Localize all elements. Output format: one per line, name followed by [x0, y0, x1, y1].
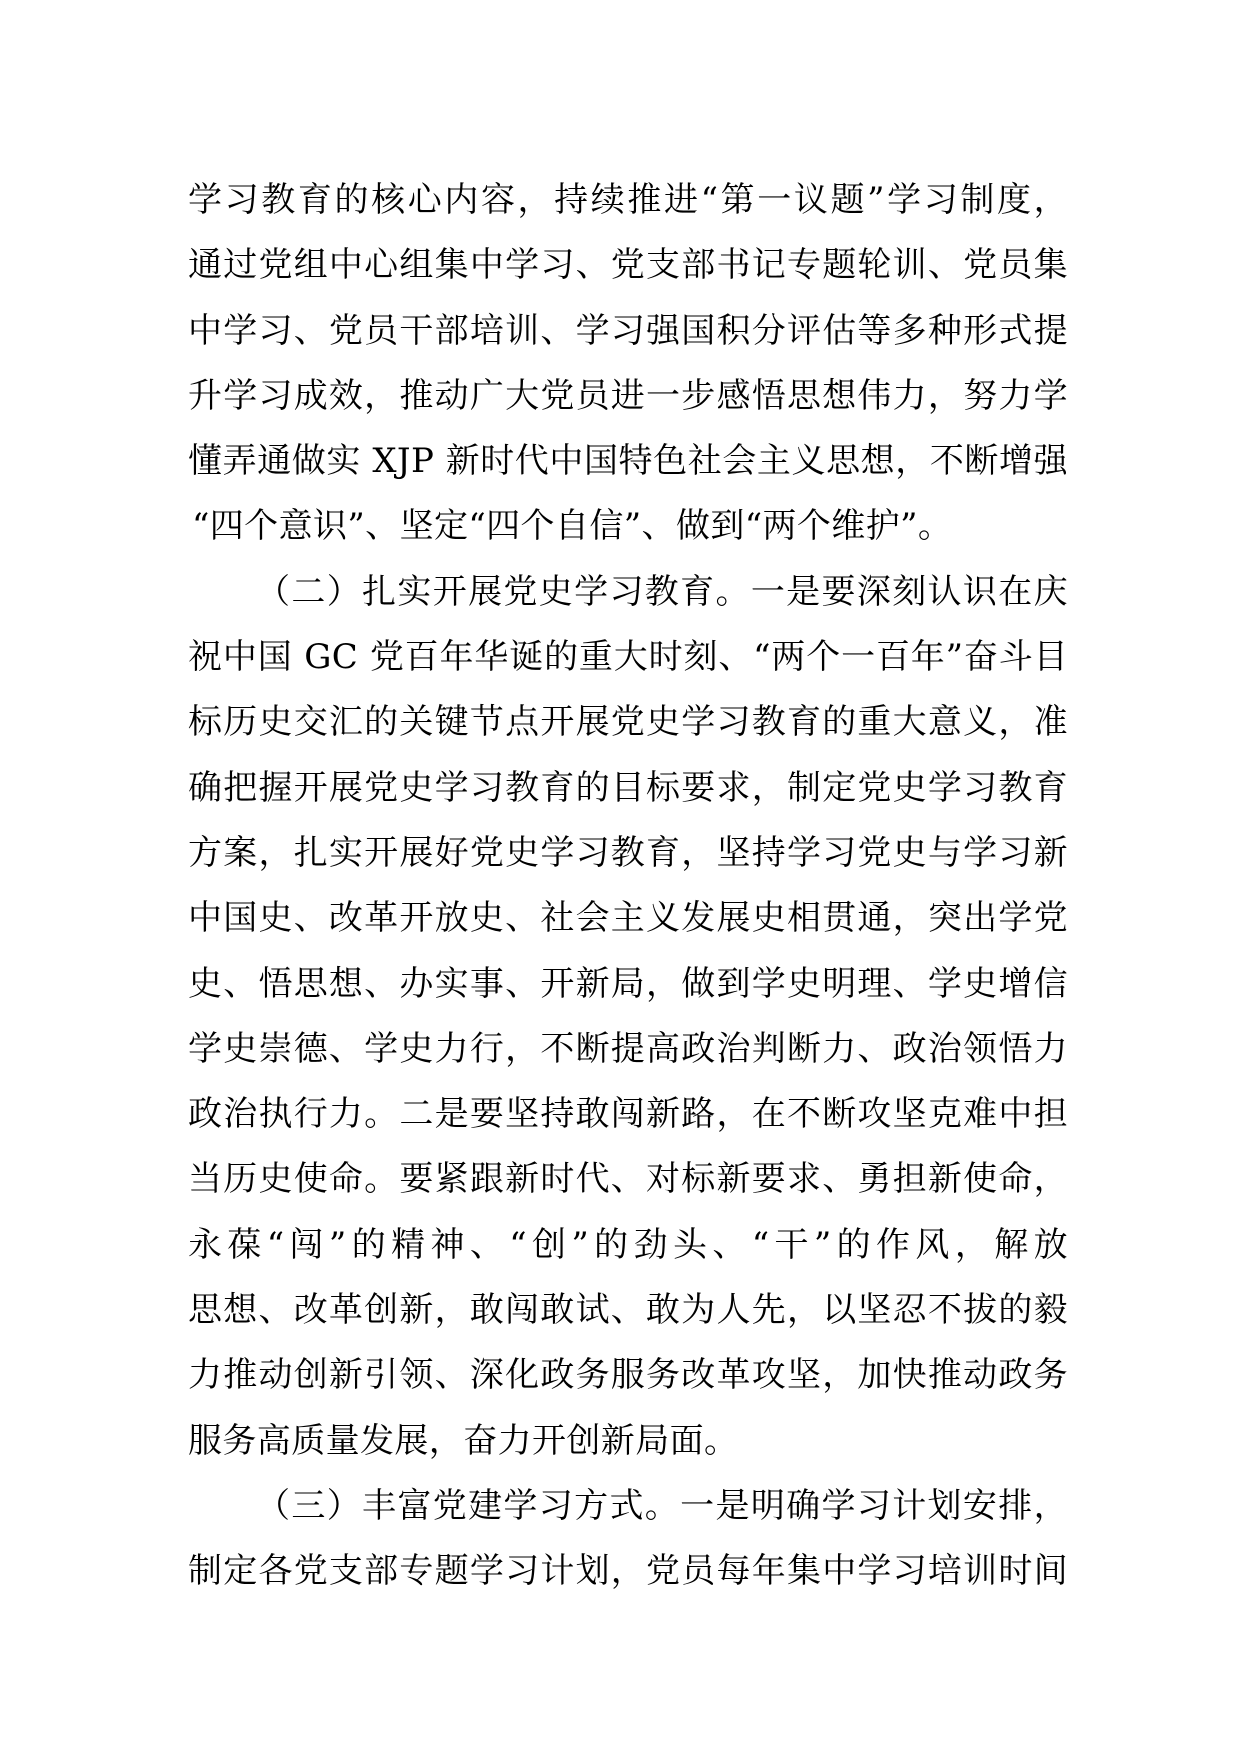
text-line: 思想、改革创新，敢闯敢试、敢为人先，以坚忍不拔的毅 [188, 1290, 1068, 1331]
text-line: 祝中国 GC 党百年华诞的重大时刻、“两个一百年”奋斗目 [188, 637, 1068, 678]
text-line: 标历史交汇的关键节点开展党史学习教育的重大意义，准 [188, 702, 1068, 743]
text-line: 学史崇德、学史力行，不断提高政治判断力、政治领悟力 [188, 1028, 1068, 1069]
text-line: 当历史使命。要紧跟新时代、对标新要求、勇担新使命， [188, 1159, 1068, 1200]
text-line: 通过党组中心组集中学习、党支部书记专题轮训、党员集 [188, 245, 1068, 286]
text-line: 懂弄通做实 XJP 新时代中国特色社会主义思想，不断增强 [188, 441, 1068, 482]
section-heading-line: （三）丰富党建学习方式。一是明确学习计划安排， [256, 1485, 1068, 1526]
text-line: 中国史、改革开放史、社会主义发展史相贯通，突出学党 [188, 898, 1068, 939]
text-line: 政治执行力。二是要坚持敢闯新路，在不断攻坚克难中担 [188, 1094, 1068, 1135]
text-line: 服务高质量发展，奋力开创新局面。 [188, 1420, 739, 1461]
section-heading-line: （二）扎实开展党史学习教育。一是要深刻认识在庆 [256, 571, 1068, 612]
text-line: 制定各党支部专题学习计划，党员每年集中学习培训时间 [188, 1551, 1068, 1592]
text-line: 永葆“闯”的精神、“创”的劲头、“干”的作风，解放 [188, 1224, 1068, 1265]
document-body [188, 168, 1068, 1605]
text-line: 中学习、党员干部培训、学习强国积分评估等多种形式提 [188, 310, 1068, 351]
text-line: 学习教育的核心内容，持续推进“第一议题”学习制度， [188, 180, 1068, 220]
text-line: 力推动创新引领、深化政务服务改革攻坚，加快推动政务 [188, 1355, 1068, 1396]
text-line: 确把握开展党史学习教育的目标要求，制定党史学习教育 [188, 767, 1068, 808]
text-line: “四个意识”、坚定“四个自信”、做到“两个维护”。 [192, 506, 953, 547]
text-line: 史、悟思想、办实事、开新局，做到学史明理、学史增信 [188, 963, 1068, 1004]
text-line: 升学习成效，推动广大党员进一步感悟思想伟力，努力学 [188, 375, 1068, 416]
text-line: 方案，扎实开展好党史学习教育，坚持学习党史与学习新 [188, 832, 1068, 873]
